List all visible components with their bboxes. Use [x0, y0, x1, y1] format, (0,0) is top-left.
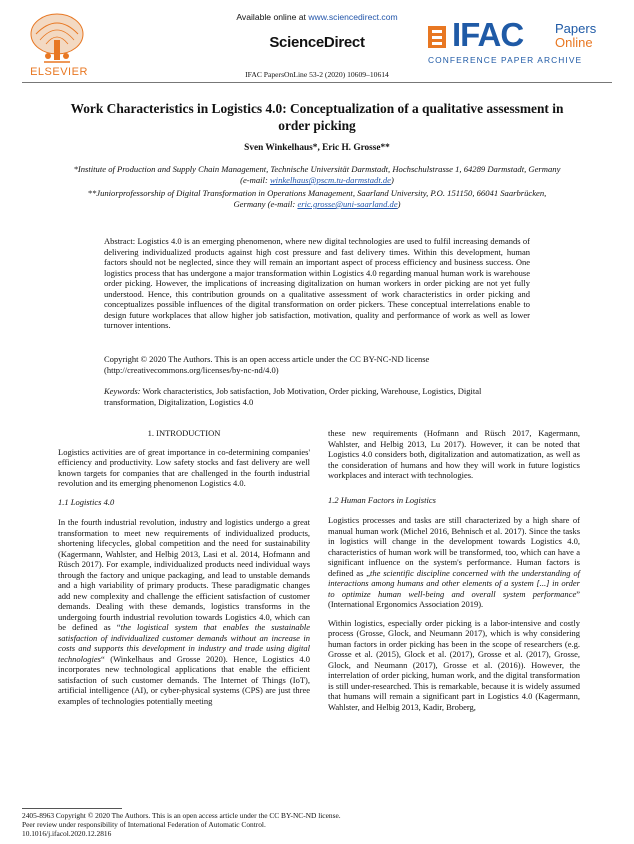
human-factors-text-a: Logistics processes and tasks are still characterized by a high share of manual human work (Michel 2016, Behnisch et al. 2017). Since the tasks in logistics will change in the development towards Logistics 4.0, characteristics of human work will be transformed, too, which can have a significant influence on the system's performance. Human factors is defined as „ — [328, 515, 580, 578]
author-2-email-link[interactable]: eric.grosse@uni-saarland.de — [297, 199, 398, 209]
author-1-email-link[interactable]: winkelhaus@pscm.tu-darmstadt.de — [269, 175, 391, 185]
ifac-papers-label: Papers — [555, 21, 597, 36]
human-factors-text-b: ” (International Ergonomics Association 2019). — [328, 588, 580, 609]
footer-doi: 10.1016/j.ifacol.2020.12.2816 — [22, 829, 112, 838]
subsection-heading-logistics-4-0: 1.1 Logistics 4.0 — [58, 496, 115, 507]
affiliation-1-text: *Institute of Production and Supply Chain Management, Technische Universität Darmstadt, Hochschulstrasse 1, 64289 Darmstadt, Germany (e-mail: — [73, 164, 561, 185]
right-column — [328, 428, 580, 720]
logistics-4-0-text-a: In the fourth industrial revolution, industry and logistics undergo a great transformation to meet new requirements of individualized products, shortening lifecycles, global competition and the need for sustainability (Kagermann, Wahlster, and Helbig 2013, Lasi et al. 2014, Hofmann and Rüsch 2017). For example, individualized products need individual ways through the factory and unique packaging, and lead to unstable demands and a high variability of primary products. These paradigmatic changes add new complexity and challenge the efficient satisfaction of customer demands. Dealing with these demands, logistics transforms in the undergoing fourth industrial revolution towards Logistics 4.0, which can be defined as “ — [58, 517, 310, 632]
abstract: Abstract: Logistics 4.0 is an emerging phenomenon, where new digital technologies are used to fulfil increasing demands of delivering individualized products against high cost pressure and fast delivery times. Within this development, human factors should not be neglected, since they will remain an important aspect of process efficiency and business success. One logistics process that has undergone a major transformation within Logistics 4.0 regarding manual human work is warehouse order picking. However, the implications of increasing digitalization on human workers in order picking are not yet fully understood. Hence, this contribution grounds on a qualitative assessment of work characteristics in order picking and conceptualizes possible influences of the digital transformation on order pickers. These conceptual interrelations enable to design future workplaces that allow higher job satisfaction, motivation, quality and performance of work as well as lower turnover intentions. — [104, 236, 530, 330]
keywords — [104, 386, 530, 407]
human-factors-quote: the scientific discipline concerned with the understanding of interactions among humans and other elements of a system [...] in order to optimize human well-being and overall system performance — [328, 567, 580, 599]
ifac-wordmark: IFAC — [452, 16, 524, 53]
affiliation-2-text: **Juniorprofessorship of Digital Transformation in Operations Management, Saarland University, P.O. 151150, 66041 Saarbrücken, Germany (e-mail: — [87, 188, 547, 209]
ifac-archive-label: CONFERENCE PAPER ARCHIVE — [428, 55, 583, 65]
ifac-emblem-icon — [426, 22, 450, 52]
logistics-4-0-paragraph — [58, 517, 310, 706]
intro-paragraph: Logistics activities are of great importance in co-determining companies' efficiency and productivity. Low safety stocks and fast delivery are well known targets for companies that are challenged in the fourth industrial revolution and its emerging phenomenon Logistics 4.0. — [58, 446, 310, 488]
available-online-line — [0, 12, 634, 22]
left-column — [58, 428, 310, 714]
footer-divider — [22, 808, 122, 809]
order-picking-paragraph: Within logistics, especially order picking is a labor-intensive and costly process (Grosse, Glock, and Neumann 2017), which is why considering human factors in order picking has been in the scope of researchers (e.g. Grosse et al. (2015), Glock et al. (2017), Grosse et al. (2017), Grosse, Glock, and Neumann (2017), Grosse et al. (2016)). However, the interrelation of order picking, human work, and the digital transformation is still under-researched. This is remarkable, because it is widely assumed that humans will remain a significant part in Logistics 4.0 (Kagermann, Wahlster, and Helbig 2013, Kadir, Broberg, — [328, 617, 580, 712]
subsection-heading-human-factors: 1.2 Human Factors in Logistics — [328, 494, 436, 505]
copyright-notice: Copyright © 2020 The Authors. This is an open access article under the CC BY-NC-ND license (http://creativecommons.org/licenses/by-nc-nd/4.0) — [104, 354, 430, 375]
paper-authors: Sven Winkelhaus*, Eric H. Grosse** — [244, 143, 390, 153]
logistics-4-0-quote: the logistical system that enables the sustainable satisfaction of individualized customer demands without an increase in costs and supports this development in industry and trade using digital technologies — [58, 622, 310, 664]
keywords-label: Keywords: — [104, 386, 141, 396]
available-prefix: Available online at — [236, 12, 309, 22]
affiliation-1 — [72, 164, 562, 186]
footer-license: 2405-8963 Copyright © 2020 The Authors. This is an open access article under the CC BY-NC-ND license. — [22, 811, 341, 820]
footer-peer-review: Peer review under responsibility of International Federation of Automatic Control. — [22, 820, 266, 829]
journal-reference: IFAC PapersOnLine 53-2 (2020) 10609–10614 — [245, 70, 389, 79]
ifac-online-label: Online — [555, 35, 593, 50]
sciencedirect-brand: ScienceDirect — [269, 34, 365, 51]
section-heading-introduction: 1. INTRODUCTION — [147, 428, 221, 438]
sciencedirect-link[interactable]: www.sciencedirect.com — [308, 12, 398, 22]
page-footer — [22, 811, 582, 838]
affiliation-1-end: ) — [391, 175, 394, 185]
continued-paragraph: these new requirements (Hofmann and Rüsch 2017, Kagermann, Wahlster, and Helbig 2013, Lu 2017). However, it can be noted that Logistics 4.0 considers both, digitalization and automatization, as well as the consideration of humans and how they will work in future logistics workplaces and interact with technologies. — [328, 428, 580, 480]
logistics-4-0-text-b: “ (Winkelhaus and Grosse 2020). Hence, Logistics 4.0 incorporates new technological applications that enable the efficient satisfaction of such customer demands. The Internet of Things (IoT), artificial intelligence (AI), or cyber-physical systems (CPS) are just three examples of technologies potentially meeting — [58, 653, 310, 706]
elsevier-wordmark: ELSEVIER — [30, 66, 88, 78]
keywords-list: Work characteristics, Job satisfaction, Job Motivation, Order picking, Warehouse, Logistics, Digital transformation, Digitalization, Logistics 4.0 — [104, 386, 482, 407]
human-factors-paragraph — [328, 515, 580, 610]
paper-title: Work Characteristics in Logistics 4.0: Conceptualization of a qualitative assessment in order picking — [70, 101, 564, 133]
affiliation-2-end: ) — [397, 199, 401, 209]
header-divider — [22, 82, 612, 83]
affiliation-2 — [72, 188, 562, 210]
